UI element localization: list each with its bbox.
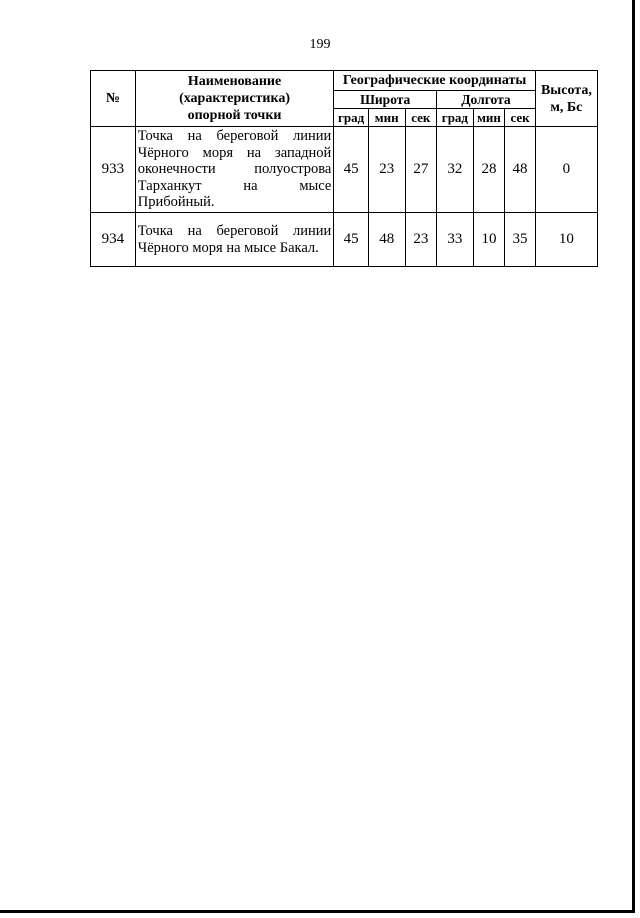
row-lat-sec: 23 (405, 213, 437, 267)
row-lat-min: 48 (368, 213, 405, 267)
row-lon-deg: 33 (437, 213, 474, 267)
page-number: 199 (309, 37, 331, 52)
header-lon-min: мин (473, 109, 505, 127)
row-height: 0 (535, 127, 597, 213)
header-height-line-1: Высота, (540, 82, 592, 98)
row-lat-deg: 45 (334, 213, 369, 267)
header-height-line-2: м, Бс (550, 99, 583, 115)
row-lon-min: 28 (473, 127, 505, 213)
header-lon-deg: град (437, 109, 474, 127)
header-coordinates: Географические координаты (334, 71, 536, 91)
row-lon-deg: 32 (437, 127, 474, 213)
header-height (535, 71, 597, 127)
row-height: 10 (535, 213, 597, 267)
header-name-line-1: Наименование (187, 74, 282, 89)
header-lat-min: мин (368, 109, 405, 127)
row-lon-sec: 35 (505, 213, 536, 267)
header-latitude: Широта (334, 91, 437, 109)
row-description: Точка на береговой линии Чёрного моря на мысе Бакал. (135, 213, 334, 267)
row-lon-sec: 48 (505, 127, 536, 213)
header-name-line-3: опорной точки (187, 108, 282, 123)
header-name-line-2: (характеристика) (179, 91, 291, 106)
header-lon-sec: сек (505, 109, 536, 127)
reference-points-table (90, 70, 598, 267)
table-row (91, 127, 598, 213)
header-longitude: Долгота (437, 91, 536, 109)
header-lat-deg: град (334, 109, 369, 127)
header-lat-sec: сек (405, 109, 437, 127)
header-name (135, 71, 334, 127)
row-number: 933 (91, 127, 136, 213)
table-row (91, 213, 598, 267)
row-lon-min: 10 (473, 213, 505, 267)
row-lat-deg: 45 (334, 127, 369, 213)
row-lat-min: 23 (368, 127, 405, 213)
row-number: 934 (91, 213, 136, 267)
row-description: Точка на береговой линии Чёрного моря на западной оконечности полуострова Тарханкут на мысе Прибойный. (135, 127, 334, 213)
header-number: № (91, 71, 136, 127)
row-lat-sec: 27 (405, 127, 437, 213)
